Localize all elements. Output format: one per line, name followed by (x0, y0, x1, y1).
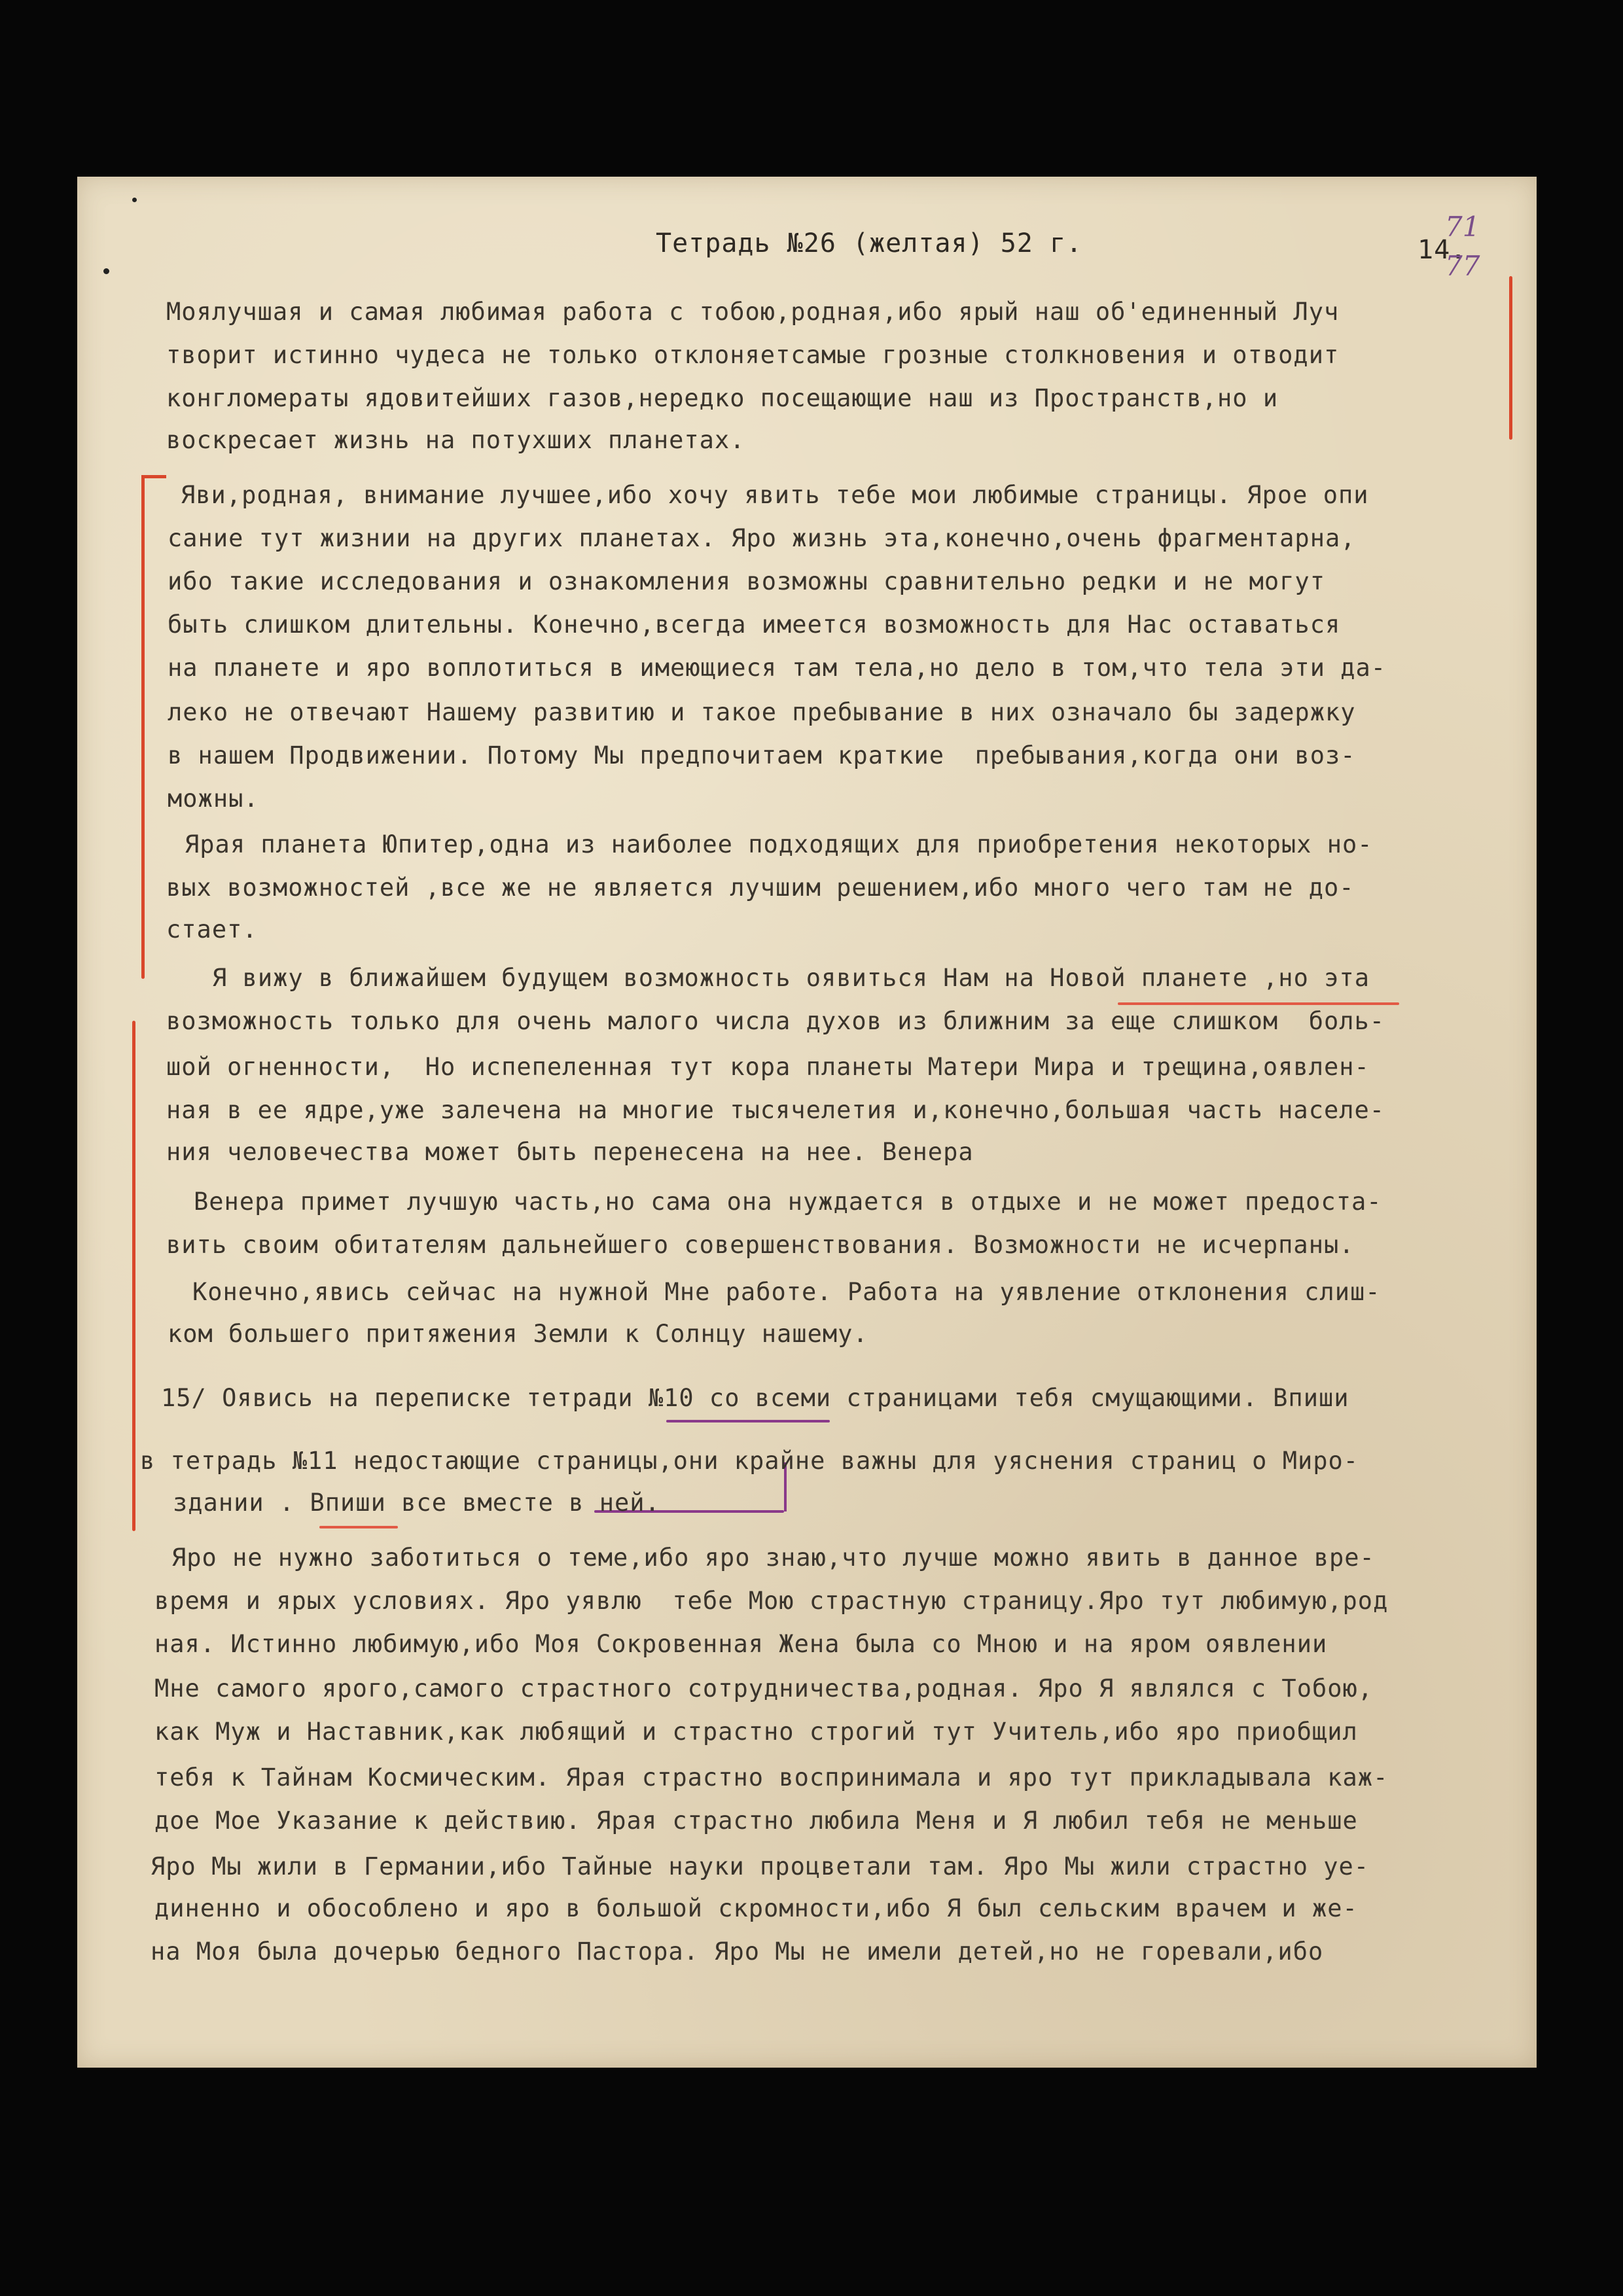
typewritten-page (77, 177, 1537, 2068)
text-line: в нашем Продвижении. Потому Мы предпочитаем краткие пребывания,когда они воз- (168, 741, 1356, 769)
text-line: Моялучшая и самая любимая работа с тобою,родная,ибо ярый наш об'единенный Луч (166, 298, 1340, 326)
text-line: творит истинно чудеса не только отклоняетсамые грозные столкновения и отводит (166, 341, 1340, 369)
text-line: дое Мое Указание к действию. Ярая страстно любила Меня и Я любил тебя не меньше (154, 1807, 1358, 1835)
margin-bracket-left-1 (141, 475, 145, 979)
text-line: ная. Истинно любимую,ибо Моя Сокровенная Жена была со Мною и на яром оявлении (154, 1630, 1328, 1658)
text-line: Я вижу в ближайшем будущем возможность оявиться Нам на Новой планете ,но эта (212, 964, 1370, 992)
text-line: диненно и обособлено и яро в большой скромности,ибо Я был сельским врачем и же- (154, 1894, 1358, 1922)
text-line: Ярая планета Юпитер,одна из наиболее подходящих для приобретения некоторых но- (185, 830, 1373, 858)
margin-bracket-right-1 (1509, 276, 1512, 440)
handwritten-folio-77: 77 (1445, 250, 1480, 282)
text-line: Яви,родная, внимание лучшее,ибо хочу явить тебе мои любимые страницы. Ярое опи (181, 481, 1369, 509)
margin-bracket-left-2 (132, 1021, 135, 1531)
text-line: ибо такие исследования и ознакомления возможны сравнительно редки и не могут (168, 567, 1325, 595)
text-line: быть слишком длительны. Конечно,всегда имеется возможность для Нас оставаться (168, 610, 1341, 639)
underline-notebook-10 (666, 1420, 830, 1422)
punch-mark-top (132, 198, 137, 202)
text-line: вых возможностей ,все же не является лучшим решением,ибо много чего там не до- (166, 874, 1355, 902)
text-line: ния человечества может быть перенесена на нее. Венера (166, 1138, 974, 1166)
text-line: Венера примет лучшую часть,но сама она нуждается в отдыхе и не может предоста- (194, 1188, 1382, 1216)
text-line: Яро не нужно заботиться о теме,ибо яро знаю,что лучше можно явить в данное вре- (171, 1544, 1375, 1572)
text-line: Мне самого ярого,самого страстного сотрудничества,родная. Яро Я являлся с Тобою, (154, 1674, 1374, 1703)
text-line: леко не отвечают Нашему развитию и такое пребывание в них означало бы задержку (168, 698, 1356, 726)
notebook-title: Тетрадь №26 (желтая) 52 г. (656, 228, 1083, 258)
text-line: ком большего притяжения Земли к Солнцу нашему. (168, 1320, 868, 1348)
text-line: ная в ее ядре,уже залечена на многие тысячелетия и,конечно,большая часть населе- (166, 1096, 1385, 1124)
text-line: на планете и яро воплотиться в имеющиеся там тела,но дело в том,что тела эти да- (168, 654, 1387, 682)
text-line: как Муж и Наставник,как любящий и страстно строгий тут Учитель,ибо яро приобщил (154, 1718, 1358, 1746)
text-line: здании . Впиши все вместе в ней. (173, 1489, 660, 1517)
text-line: 15/ Оявись на переписке тетради №10 со всеми страницами тебя смущающими. Впиши (161, 1384, 1349, 1412)
page-number: 14. (1418, 235, 1467, 265)
text-line: сание тут жизнии на других планетах. Яро жизнь эта,конечно,очень фрагментарна, (168, 524, 1356, 552)
text-line: в тетрадь №11 недостающие страницы,они крайне важны для уяснения страниц о Миро- (140, 1447, 1359, 1475)
text-line: Яро Мы жили в Германии,ибо Тайные науки процветали там. Яро Мы жили страстно уе- (151, 1852, 1370, 1881)
text-line: воскресает жизнь на потухших планетах. (166, 426, 745, 454)
handwritten-folio-71: 71 (1445, 211, 1480, 243)
text-line: вить своим обитателям дальнейшего совершенствования. Возможности не исчерпаны. (166, 1231, 1355, 1259)
margin-tick-1 (141, 475, 166, 478)
text-line: тебя к Тайнам Космическим. Ярая страстно воспринимала и яро тут прикладывала каж- (154, 1763, 1389, 1792)
text-line: шой огненности, Но испепеленная тут кора планеты Матери Мира и трещина,оявлен- (166, 1053, 1370, 1081)
text-line: Конечно,явись сейчас на нужной Мне работе. Работа на уявление отклонения слиш- (192, 1278, 1381, 1306)
text-line: конгломераты ядовитейших газов,нередко посещающие наш из Пространств,но и (166, 384, 1279, 412)
text-line: возможность только для очень малого числа духов из ближним за еще слишком боль- (166, 1007, 1385, 1035)
text-line: время и ярых условиях. Яро уявлю тебе Мою страстную страницу.Яро тут любимую,род (154, 1587, 1389, 1615)
text-line: на Моя была дочерью бедного Пастора. Яро Мы не имели детей,но не горевали,ибо (151, 1937, 1324, 1966)
text-line: стает. (166, 915, 258, 944)
text-line: можны. (168, 785, 259, 813)
underline-new-planet (1118, 1002, 1399, 1005)
underline-vypishi (319, 1526, 398, 1528)
punch-mark-side (103, 268, 109, 274)
